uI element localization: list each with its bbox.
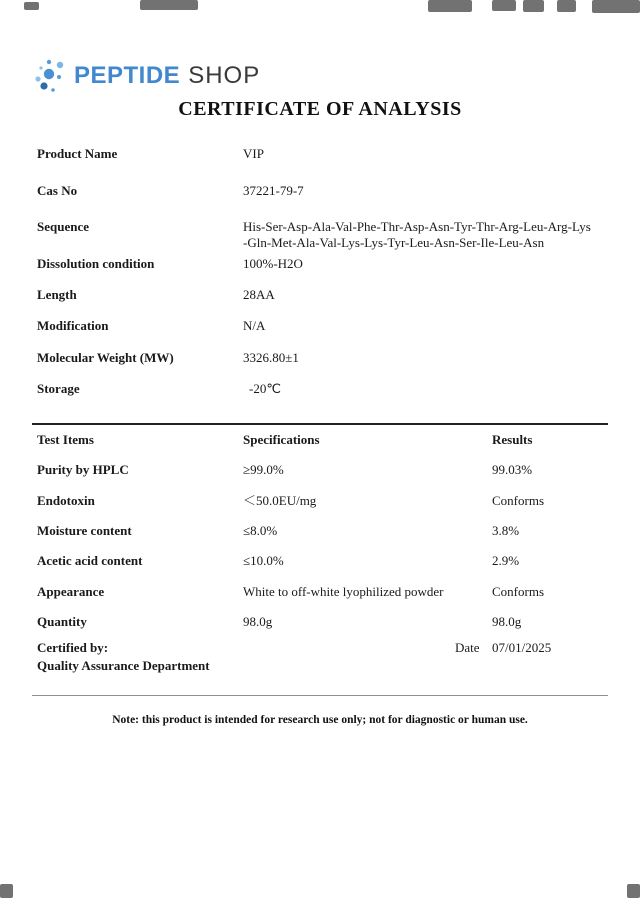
table-header-row bbox=[32, 432, 608, 448]
table-row bbox=[32, 523, 608, 539]
info-label: Cas No bbox=[37, 183, 78, 198]
info-value: 28AA bbox=[243, 287, 275, 302]
info-row-molecular-weight bbox=[37, 350, 608, 366]
spec-cell: ≤8.0% bbox=[243, 523, 278, 538]
info-label: Modification bbox=[37, 318, 109, 333]
column-header-test-items: Test Items bbox=[37, 432, 94, 447]
bottom-rule bbox=[32, 695, 608, 696]
info-label: Storage bbox=[37, 381, 80, 396]
result-cell: 98.0g bbox=[492, 614, 522, 629]
table-row bbox=[32, 493, 608, 509]
sequence-line-1: His-Ser-Asp-Ala-Val-Phe-Thr-Asp-Asn-Tyr-Thr-Arg-Leu-Arg-Lys bbox=[243, 219, 591, 234]
test-item-cell: Acetic acid content bbox=[37, 553, 143, 568]
test-item-cell: Moisture content bbox=[37, 523, 132, 538]
certified-by-row bbox=[37, 640, 608, 656]
info-row-cas-no bbox=[37, 183, 608, 199]
info-row-storage bbox=[37, 381, 608, 397]
result-cell: 3.8% bbox=[492, 523, 520, 538]
info-row-dissolution bbox=[37, 256, 608, 272]
result-cell: 99.03% bbox=[492, 462, 533, 477]
info-value bbox=[243, 219, 608, 251]
molecule-dots-icon bbox=[33, 58, 71, 94]
info-row-length bbox=[37, 287, 608, 303]
info-label: Length bbox=[37, 287, 77, 302]
test-item-cell: Endotoxin bbox=[37, 493, 95, 508]
test-item-cell: Quantity bbox=[37, 614, 87, 629]
info-row-modification bbox=[37, 318, 608, 334]
scan-artifact bbox=[627, 884, 640, 898]
scan-artifact bbox=[492, 0, 516, 11]
scan-artifact bbox=[0, 884, 13, 898]
test-item-cell: Appearance bbox=[37, 584, 105, 599]
date-value: 07/01/2025 bbox=[492, 640, 552, 655]
table-row bbox=[32, 553, 608, 569]
info-label: Molecular Weight (MW) bbox=[37, 350, 174, 365]
spec-cell: White to off-white lyophilized powder bbox=[243, 584, 444, 599]
test-results-table bbox=[32, 423, 608, 630]
scan-artifact bbox=[592, 0, 640, 13]
table-row bbox=[32, 614, 608, 630]
info-value: N/A bbox=[243, 318, 266, 333]
scan-artifact bbox=[557, 0, 576, 12]
info-row-sequence bbox=[37, 219, 608, 251]
info-value: VIP bbox=[243, 146, 264, 161]
info-label: Dissolution condition bbox=[37, 256, 155, 271]
result-cell: Conforms bbox=[492, 493, 544, 508]
certification-section bbox=[37, 640, 608, 674]
certifying-department: Quality Assurance Department bbox=[37, 658, 210, 673]
column-header-specifications: Specifications bbox=[243, 432, 320, 447]
scan-artifact bbox=[24, 2, 39, 10]
info-label: Sequence bbox=[37, 219, 89, 234]
product-info-section bbox=[37, 143, 608, 397]
result-cell: Conforms bbox=[492, 584, 544, 599]
info-row-product-name bbox=[37, 146, 608, 162]
scan-artifact bbox=[428, 0, 472, 12]
column-header-results: Results bbox=[492, 432, 533, 447]
research-use-note: Note: this product is intended for research use only; not for diagnostic or human use. bbox=[112, 714, 528, 726]
table-row bbox=[32, 462, 608, 478]
info-value: 37221-79-7 bbox=[243, 183, 304, 198]
test-item-cell: Purity by HPLC bbox=[37, 462, 129, 477]
info-value: 100%-H2O bbox=[243, 256, 303, 271]
brand-logo bbox=[33, 58, 260, 94]
scan-artifact bbox=[523, 0, 544, 12]
brand-name-secondary: SHOP bbox=[188, 62, 261, 89]
certified-by-label: Certified by: bbox=[37, 640, 109, 655]
info-label: Product Name bbox=[37, 146, 118, 161]
table-top-rule bbox=[32, 423, 608, 425]
date-label: Date bbox=[455, 640, 480, 655]
spec-cell: 98.0g bbox=[243, 614, 273, 629]
sequence-line-2: -Gln-Met-Ala-Val-Lys-Lys-Tyr-Leu-Asn-Ser-Ile-Leu-Asn bbox=[243, 235, 545, 250]
spec-cell: ＜50.0EU/mg bbox=[243, 493, 317, 508]
brand-name-primary: PEPTIDE bbox=[74, 62, 181, 89]
spec-cell: ≤10.0% bbox=[243, 553, 284, 568]
info-value: -20℃ bbox=[249, 381, 281, 396]
info-value: 3326.80±1 bbox=[243, 350, 299, 365]
page-title: CERTIFICATE OF ANALYSIS bbox=[178, 98, 462, 120]
spec-cell: ≥99.0% bbox=[243, 462, 284, 477]
result-cell: 2.9% bbox=[492, 553, 520, 568]
scan-artifact bbox=[140, 0, 198, 10]
table-row bbox=[32, 584, 608, 600]
